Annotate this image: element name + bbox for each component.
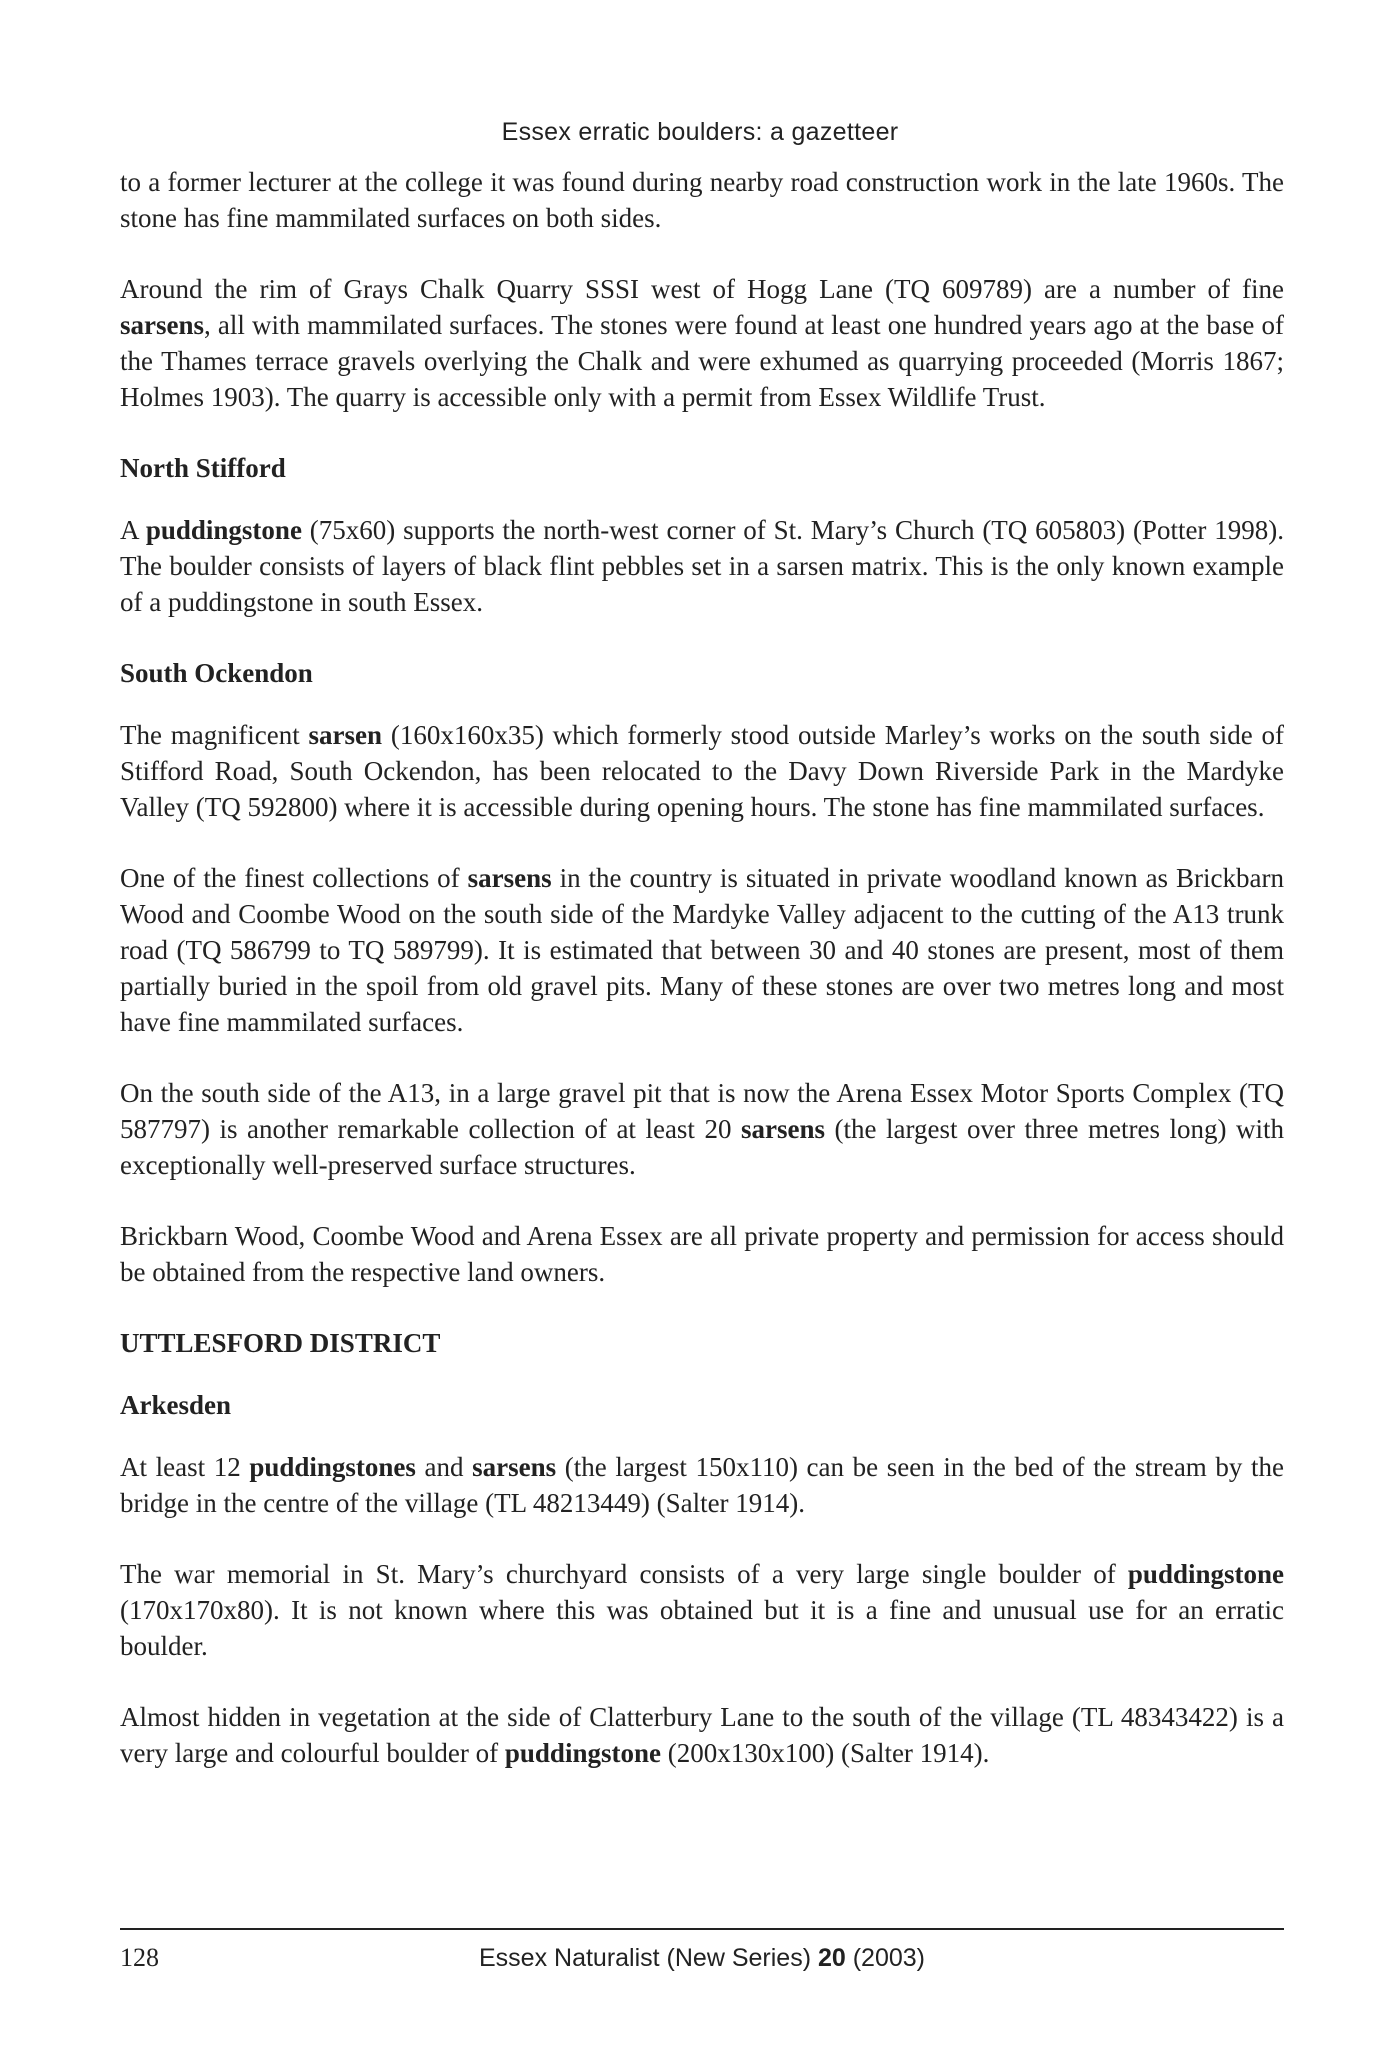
journal-citation	[120, 1940, 1284, 1976]
paragraph-text: Almost hidden in vegetation at the side of Clatterbury Lane to the south of the village (TL 48343422) is a very large and colourful boulder of	[120, 1702, 1284, 1768]
page-footer	[120, 1940, 1284, 1976]
paragraph-text: Brickbarn Wood, Coombe Wood and Arena Essex are all private property and permission for access should be obtained from the respective land owners.	[120, 1221, 1284, 1287]
bold-term: puddingstone	[145, 515, 302, 545]
paragraph-text: The magnificent	[120, 720, 309, 750]
bold-term: sarsens	[120, 310, 205, 340]
footer-rule	[120, 1928, 1284, 1930]
bold-term: sarsens	[740, 1114, 825, 1144]
paragraph-text: in the country is situated in private woodland known as Brickbarn Wood and Coombe Wood on the south side of the Mardyke Valley adjacent to the cutting of the A13 trunk road (TQ 586799 to TQ 589799). It is estimated that between 30 and 40 stones are present, most of them partially buried in the spoil from old gravel pits. Many of these stones are over two metres long and most have fine mammilated surfaces.	[120, 863, 1284, 1037]
paragraph-text: At least 12	[120, 1452, 250, 1482]
paragraph	[120, 512, 1284, 620]
paragraph-text: A	[120, 515, 146, 545]
paragraph	[120, 1218, 1284, 1290]
paragraph-text: (200x130x100) (Salter 1914).	[660, 1738, 990, 1768]
paragraph-text: On the south side of the A13, in a large gravel pit that is now the Arena Essex Motor Sports Complex (TQ 587797) is another remarkable collection of at least 20	[120, 1078, 1284, 1144]
paragraph-text: (160x160x35) which formerly stood outside Marley’s works on the south side of Stifford Road, South Ockendon, has been relocated to the Davy Down Riverside Park in the Mardyke Valley (TQ 592800) where it is accessible during opening hours. The stone has fine mammilated surfaces.	[120, 720, 1284, 822]
body-text	[120, 164, 1284, 1806]
running-head: Essex erratic boulders: a gazetteer	[501, 118, 899, 146]
journal-volume: 20	[817, 1944, 846, 1972]
paragraph	[120, 717, 1284, 825]
bold-term: puddingstone	[1127, 1559, 1284, 1589]
section-heading-north-stifford: North Stifford	[120, 453, 286, 483]
paragraph-text: (75x60) supports the north-west corner of St. Mary’s Church (TQ 605803) (Potter 1998). The boulder consists of layers of black flint pebbles set in a sarsen matrix. This is the only known example of a puddingstone in south Essex.	[120, 515, 1284, 617]
paragraph	[120, 860, 1284, 1040]
section-heading-south-ockendon: South Ockendon	[120, 658, 313, 688]
paragraph	[120, 1556, 1284, 1664]
paragraph	[120, 271, 1284, 415]
paragraph-text: One of the finest collections of	[120, 863, 468, 893]
bold-term: puddingstone	[504, 1738, 661, 1768]
bold-term: sarsen	[308, 720, 383, 750]
bold-term: puddingstones	[249, 1452, 416, 1482]
paragraph-text: The war memorial in St. Mary’s churchyard consists of a very large single boulder of	[120, 1559, 1128, 1589]
paragraph	[120, 1449, 1284, 1521]
paragraph-text: , all with mammilated surfaces. The stones were found at least one hundred years ago at the base of the Thames terrace gravels overlying the Chalk and were exhumed as quarrying proceeded (Morris 1867; Holmes 1903). The quarry is accessible only with a permit from Essex Wildlife Trust.	[120, 310, 1284, 412]
journal-name: Essex Naturalist (New Series)	[478, 1944, 818, 1972]
paragraph-text: to a former lecturer at the college it was found during nearby road construction work in the late 1960s. The stone has fine mammilated surfaces on both sides.	[120, 167, 1284, 233]
paragraph-text: Around the rim of Grays Chalk Quarry SSSI west of Hogg Lane (TQ 609789) are a number of fine	[120, 274, 1284, 304]
paragraph-text: and	[415, 1452, 473, 1482]
district-heading-uttlesford: UTTLESFORD DISTRICT	[120, 1328, 441, 1358]
section-heading-arkesden: Arkesden	[120, 1390, 232, 1420]
paragraph	[120, 1699, 1284, 1771]
paragraph-text: (the largest 150x110) can be seen in the bed of the stream by the bridge in the centre of the village (TL 48213449) (Salter 1914).	[120, 1452, 1285, 1518]
paragraph-text: (the largest over three metres long) with exceptionally well-preserved surface structures.	[120, 1114, 1285, 1180]
journal-year: (2003)	[845, 1944, 925, 1972]
page-number: 128	[120, 1943, 159, 1972]
paragraph	[120, 1075, 1284, 1183]
paragraph	[120, 164, 1284, 236]
paragraph-text: (170x170x80). It is not known where this was obtained but it is a fine and unusual use for an erratic boulder.	[120, 1595, 1284, 1661]
bold-term: sarsens	[467, 863, 552, 893]
bold-term: sarsens	[472, 1452, 557, 1482]
